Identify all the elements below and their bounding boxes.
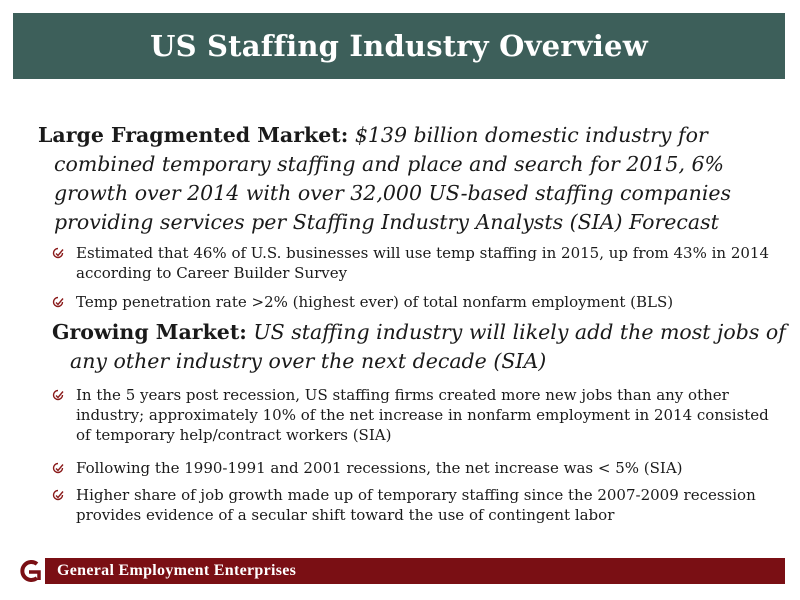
bullet-item: [52, 243, 772, 283]
bullet-text: Temp penetration rate >2% (highest ever) of total nonfarm employment (BLS): [76, 293, 674, 311]
market-paragraph-1: [38, 121, 784, 237]
g-logo-icon: [15, 559, 43, 583]
bullet-item: [52, 292, 772, 312]
bullet-item: [52, 485, 772, 525]
bullet-marker-icon: [52, 296, 64, 308]
bullet-text: Higher share of job growth made up of temporary staffing since the 2007-2009 recession provides evidence of a secular shift toward the use of contingent labor: [76, 486, 756, 524]
paragraph-1-lead: Large Fragmented Market:: [38, 123, 349, 147]
bullet-text: Estimated that 46% of U.S. businesses will use temp staffing in 2015, up from 43% in 2014 according to Career Builder Survey: [76, 244, 770, 282]
company-logo: [13, 558, 45, 584]
bullet-item: [52, 385, 772, 445]
bullet-marker-icon: [52, 462, 64, 474]
bullet-marker-icon: [52, 489, 64, 501]
bullet-text: In the 5 years post recession, US staffing firms created more new jobs than any other industry; approximately 10% of the net increase in nonfarm employment in 2014 consisted of temporary help/contract workers (SIA): [76, 386, 769, 444]
bullet-text: Following the 1990-1991 and 2001 recessions, the net increase was < 5% (SIA): [76, 459, 683, 477]
paragraph-1-body: $139 billion domestic industry for combined temporary staffing and place and search for 2015, 6% growth over 2014 with over 32,000 US-based staffing companies providing services per Staffing Industry Analysts (SIA) Forecast: [54, 123, 732, 234]
market-paragraph-2: [52, 318, 788, 376]
bullet-item: [52, 458, 772, 478]
bullet-marker-icon: [52, 389, 64, 401]
footer-bar: [13, 558, 785, 584]
paragraph-2-lead: Growing Market:: [52, 320, 247, 344]
company-name: General Employment Enterprises: [57, 562, 297, 579]
title-bar: [13, 13, 785, 79]
paragraph-2-body: US staffing industry will likely add the most jobs of any other industry over the next decade (SIA): [70, 320, 786, 373]
bullet-marker-icon: [52, 247, 64, 259]
slide-title: US Staffing Industry Overview: [150, 29, 648, 63]
